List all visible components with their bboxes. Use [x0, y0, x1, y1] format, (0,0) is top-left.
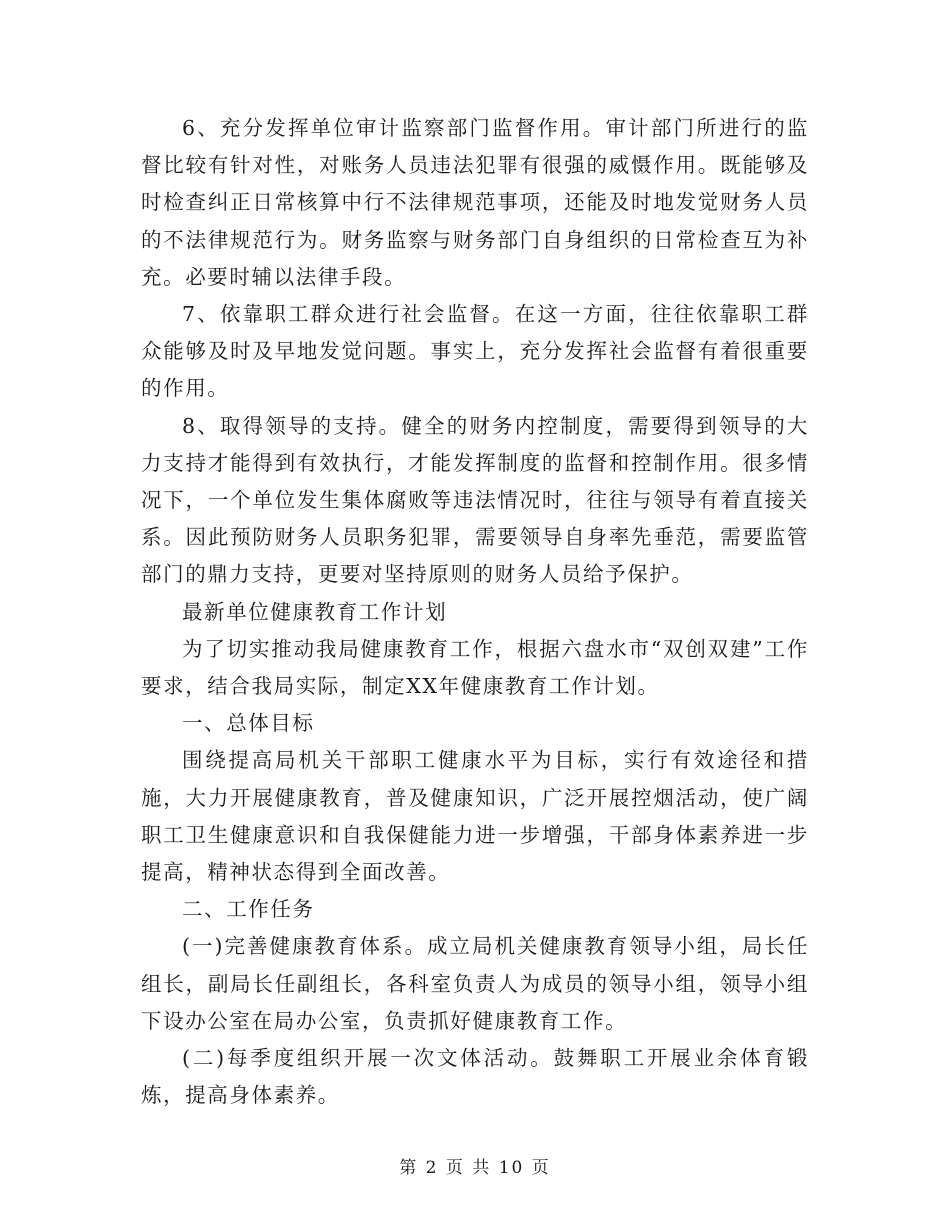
heading-overall-goal: 一、总体目标: [182, 711, 315, 736]
section-title: 最新单位健康教育工作计划: [182, 599, 448, 624]
page-number-footer: [0, 1153, 950, 1178]
overall-goal-paragraph: 围绕提高局机关干部职工健康水平为目标，实行有效途径和措施，大力开展健康教育，普及健康知识，广泛开展控烟活动，使广阔职工卫生健康意识和自我保健能力进一步增强，干部身体素养进一步提高，精神状态得到全面改善。: [141, 748, 809, 885]
task-item-2: (二)每季度组织开展一次文体活动。鼓舞职工开展业余体育锻炼，提高身体素养。: [141, 1046, 809, 1108]
task-item-1: (一)完善健康教育体系。成立局机关健康教育领导小组，局长任组长，副局长任副组长，各科室负责人为成员的领导小组，领导小组下设办公室在局办公室，负责抓好健康教育工作。: [141, 934, 809, 1033]
page-number-text: 第 2 页 共 10 页: [399, 1158, 551, 1178]
paragraph-item-8: 8、取得领导的支持。健全的财务内控制度，需要得到领导的大力支持才能得到有效执行，才能发挥制度的监督和控制作用。很多情况下，一个单位发生集体腐败等违法情况时，往往与领导有着直接关系。因此预防财务人员职务犯罪，需要领导自身率先垂范，需要监管部门的鼎力支持，更要对坚持原则的财务人员给予保护。: [141, 413, 809, 587]
document-body: [141, 110, 809, 1114]
intro-paragraph: 为了切实推动我局健康教育工作，根据六盘水市“双创双建”工作要求，结合我局实际，制定XX年健康教育工作计划。: [141, 636, 809, 699]
paragraph-item-7: 7、依靠职工群众进行社会监督。在这一方面，往往依靠职工群众能够及时及早地发觉问题。事实上，充分发挥社会监督有着很重要的作用。: [141, 302, 809, 401]
paragraph-item-6: 6、充分发挥单位审计监察部门监督作用。审计部门所进行的监督比较有针对性，对账务人员违法犯罪有很强的威慑作用。既能够及时检查纠正日常核算中行不法律规范事项，还能及时地发觉财务人员的不法律规范行为。财务监察与财务部门自身组织的日常检查互为补充。必要时辅以法律手段。: [141, 116, 809, 289]
heading-work-tasks: 二、工作任务: [182, 897, 315, 922]
